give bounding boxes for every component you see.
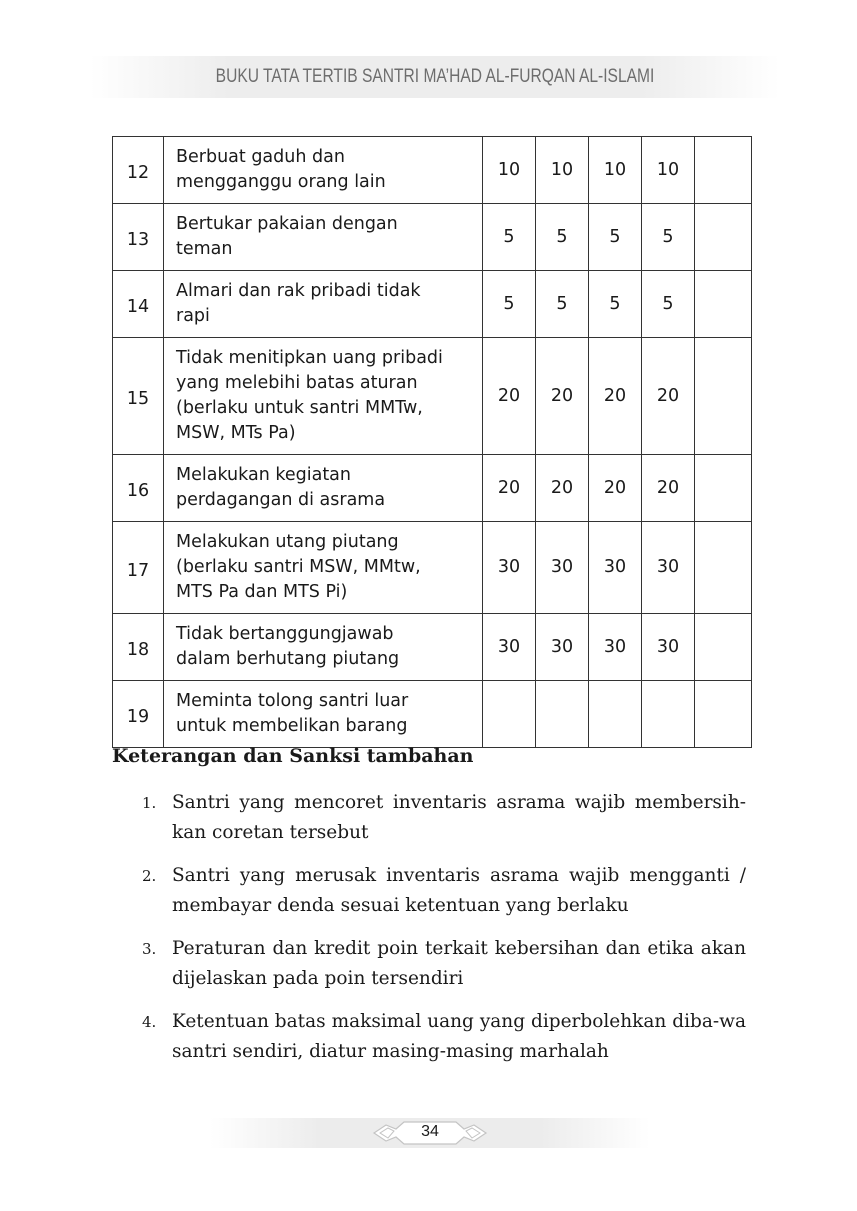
table-row [113, 522, 752, 614]
table-row [113, 137, 752, 204]
book-title: BUKU TATA TERTIB SANTRI MA’HAD AL-FURQAN AL-ISLAMI [215, 66, 655, 87]
list-item-text: Ketentuan batas maksimal uang yang diperbolehkan diba-wa santri sendiri, diatur masing-masing marhalah [172, 1011, 746, 1062]
rule-points: 30 [589, 522, 642, 614]
rule-description [164, 204, 483, 271]
rule-points: 30 [536, 614, 589, 681]
notes-list [112, 788, 746, 1080]
table-row [113, 338, 752, 455]
rule-points [589, 681, 642, 748]
rule-points [642, 681, 695, 748]
rule-description-line: (berlaku santri MSW, MMtw, [176, 557, 421, 577]
rule-number: 17 [113, 522, 164, 614]
rule-description-line: mengganggu orang lain [176, 172, 386, 192]
list-item [112, 788, 746, 848]
rule-description-line: Bertukar pakaian dengan [176, 214, 398, 234]
rule-points: 5 [536, 204, 589, 271]
rule-points: 20 [642, 338, 695, 455]
rule-points: 5 [589, 271, 642, 338]
list-item [112, 1007, 746, 1067]
rule-description-line: Tidak menitipkan uang pribadi [176, 348, 443, 368]
rule-points: 20 [536, 338, 589, 455]
rule-extra-cell [695, 271, 752, 338]
rule-points: 30 [642, 614, 695, 681]
rule-description-line: rapi [176, 306, 210, 326]
rule-number: 14 [113, 271, 164, 338]
rule-number: 13 [113, 204, 164, 271]
table-row [113, 455, 752, 522]
rule-number: 18 [113, 614, 164, 681]
rule-description-line: untuk membelikan barang [176, 716, 408, 736]
rule-extra-cell [695, 338, 752, 455]
rule-number: 16 [113, 455, 164, 522]
rule-points: 30 [589, 614, 642, 681]
rule-description-line: perdagangan di asrama [176, 490, 386, 510]
rule-number: 12 [113, 137, 164, 204]
list-item [112, 861, 746, 921]
rule-description-line: Melakukan kegiatan [176, 465, 351, 485]
rule-points: 20 [642, 455, 695, 522]
rule-extra-cell [695, 614, 752, 681]
rule-extra-cell [695, 681, 752, 748]
rule-extra-cell [695, 204, 752, 271]
rule-points: 20 [483, 338, 536, 455]
rule-points: 5 [642, 204, 695, 271]
rule-points: 5 [589, 204, 642, 271]
page-footer [210, 1118, 650, 1148]
rule-description-line: (berlaku untuk santri MMTw, [176, 398, 423, 418]
rule-points: 20 [483, 455, 536, 522]
table-row [113, 204, 752, 271]
rule-description [164, 271, 483, 338]
list-item-number: 1. [142, 794, 157, 812]
page-header [90, 56, 780, 98]
rule-points: 5 [536, 271, 589, 338]
table-row [113, 614, 752, 681]
rule-description-line: Meminta tolong santri luar [176, 691, 409, 711]
rule-points: 5 [483, 204, 536, 271]
rule-extra-cell [695, 522, 752, 614]
rule-description [164, 455, 483, 522]
list-item-number: 3. [142, 940, 157, 958]
rule-points: 30 [483, 614, 536, 681]
rule-description [164, 614, 483, 681]
rule-description-line: Melakukan utang piutang [176, 532, 399, 552]
rule-description-line: teman [176, 239, 233, 259]
rule-description-line: yang melebihi batas aturan [176, 373, 418, 393]
rule-description [164, 522, 483, 614]
rule-points: 10 [483, 137, 536, 204]
page-number: 34 [421, 1123, 439, 1140]
rule-points: 30 [536, 522, 589, 614]
rule-points: 10 [589, 137, 642, 204]
rule-description-line: Berbuat gaduh dan [176, 147, 345, 167]
rule-number: 15 [113, 338, 164, 455]
rule-description-line: MSW, MTs Pa) [176, 423, 296, 443]
rule-description [164, 681, 483, 748]
rule-extra-cell [695, 455, 752, 522]
table-row [113, 681, 752, 748]
rule-points: 5 [483, 271, 536, 338]
rule-number: 19 [113, 681, 164, 748]
rules-table [112, 136, 752, 748]
rule-description-line: Almari dan rak pribadi tidak [176, 281, 421, 301]
rule-points: 5 [642, 271, 695, 338]
rule-description [164, 137, 483, 204]
rule-points [483, 681, 536, 748]
list-item-number: 2. [142, 867, 157, 885]
list-item [112, 934, 746, 994]
table-row [113, 271, 752, 338]
list-item-text: Peraturan dan kredit poin terkait kebersihan dan etika akan dijelaskan pada poin tersendiri [172, 938, 746, 989]
list-item-number: 4. [142, 1013, 157, 1031]
rule-description-line: Tidak bertanggungjawab [176, 624, 394, 644]
rule-description [164, 338, 483, 455]
rule-points: 20 [589, 338, 642, 455]
rule-points: 30 [642, 522, 695, 614]
rule-points: 10 [642, 137, 695, 204]
rule-description-line: dalam berhutang piutang [176, 649, 400, 669]
rule-points: 20 [536, 455, 589, 522]
notes-title: Keterangan dan Sanksi tambahan [112, 745, 474, 767]
rule-extra-cell [695, 137, 752, 204]
list-item-text: Santri yang merusak inventaris asrama wajib mengganti / membayar denda sesuai ketentuan yang berlaku [172, 865, 746, 916]
rule-points: 10 [536, 137, 589, 204]
list-item-text: Santri yang mencoret inventaris asrama wajib membersih-kan coretan tersebut [172, 792, 746, 843]
rule-points [536, 681, 589, 748]
rule-points: 20 [589, 455, 642, 522]
rule-points: 30 [483, 522, 536, 614]
rule-description-line: MTS Pa dan MTS Pi) [176, 582, 348, 602]
